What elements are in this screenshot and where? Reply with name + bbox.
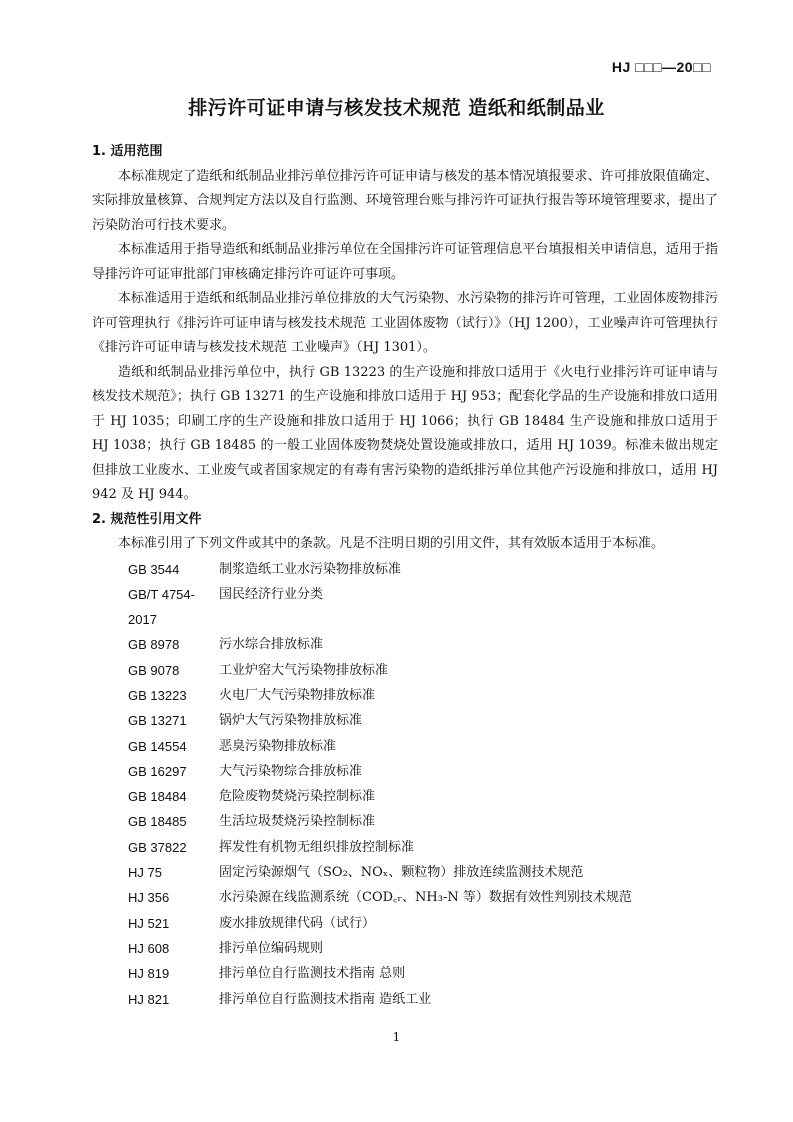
reference-item [92,860,718,885]
reference-item [92,582,718,633]
reference-title: 国民经济行业分类 [219,586,324,602]
scope-paragraph-1: 本标准规定了造纸和纸制品业排污单位排污许可证申请与核发的基本情况填报要求、许可排放限值确定、实际排放量核算、合规判定方法以及自行监测、环境管理台账与排污许可证执行报告等环境管理要求，提出了污染防治可行技术要求。 [92,168,718,233]
reference-title: 火电厂大气污染物排放标准 [219,687,376,703]
reference-item [92,557,718,582]
reference-title: 制浆造纸工业水污染物排放标准 [219,561,402,577]
reference-code: HJ 356 [128,890,170,906]
reference-item [92,936,718,961]
reference-item [92,734,718,759]
reference-code: HJ 608 [128,940,170,956]
reference-code: HJ 75 [128,865,162,881]
reference-item [92,759,718,784]
reference-code: GB 13223 [128,687,187,703]
references-intro: 本标准引用了下列文件或其中的条款。凡是不注明日期的引用文件，其有效版本适用于本标准。 [118,536,665,551]
reference-code: GB 18484 [128,789,187,805]
reference-code: HJ 521 [128,915,170,931]
section-2-heading: 2. 规范性引用文件 [92,511,202,527]
reference-item [92,885,718,910]
reference-code: HJ 821 [128,991,170,1007]
document-body [92,140,718,1012]
reference-code: GB 8978 [128,637,180,653]
scope-paragraph-4: 造纸和纸制品业排污单位中，执行 GB 13223 的生产设施和排放口适用于《火电行业排污许可证申请与核发技术规范》；执行 GB 13271 的生产设施和排放口适用于 HJ 953；配套化学品的生产设施和排放口适用于 HJ 1035；印刷工序的生产设施和排放口适用于 HJ 1066；执行 GB 18484 生产设施和排放口适用于 HJ 1038；执行 GB 18485 的一般工业固体废物焚烧处置设施或排放口，适用 HJ 1039。标准未做出规定但排放工业废水、工业废气或者国家规定的有毒有害污染物的造纸排污单位其他产污设施和排放口，适用 HJ 942 及 HJ 944。 [92,364,718,502]
reference-title: 污水综合排放标准 [219,637,324,653]
reference-item [92,987,718,1012]
scope-paragraph-3: 本标准适用于造纸和纸制品业排污单位排放的大气污染物、水污染物的排污许可管理，工业固体废物排污许可管理执行《排污许可证申请与核发技术规范 工业固体废物（试行）》（HJ 1200），工业噪声许可管理执行《排污许可证申请与核发技术规范 工业噪声》（HJ 1301）。 [92,291,718,355]
reference-item [92,809,718,834]
page-number: 1 [392,1030,401,1044]
reference-title: 挥发性有机物无组织排放控制标准 [219,839,415,855]
reference-code: GB/T 4754-2017 [128,586,195,628]
reference-title: 排污单位自行监测技术指南 总则 [219,966,406,982]
reference-code: GB 16297 [128,763,187,779]
reference-title: 工业炉窑大气污染物排放标准 [219,662,389,678]
reference-code: GB 13271 [128,713,187,729]
section-1-heading: 1. 适用范围 [92,144,163,159]
reference-item [92,632,718,657]
reference-title: 排污单位编码规则 [219,940,324,956]
reference-list [92,557,718,1012]
reference-title: 恶臭污染物排放标准 [219,738,337,754]
reference-item [92,784,718,809]
reference-code: GB 18485 [128,814,187,830]
reference-title: 生活垃圾焚烧污染控制标准 [219,814,376,830]
reference-title: 废水排放规律代码（试行） [219,915,376,931]
reference-item [92,683,718,708]
reference-title: 锅炉大气污染物排放标准 [219,713,363,729]
document-title: 排污许可证申请与核发技术规范 造纸和纸制品业 [188,97,605,119]
standard-number: HJ □□□—20□□ [611,59,711,75]
reference-item [92,658,718,683]
reference-title: 固定污染源烟气（SO₂、NOₓ、颗粒物）排放连续监测技术规范 [219,865,584,881]
reference-code: HJ 819 [128,966,170,982]
reference-code: GB 37822 [128,839,187,855]
reference-code: GB 14554 [128,738,187,754]
reference-item [92,961,718,986]
reference-title: 危险废物焚烧污染控制标准 [219,789,376,805]
reference-item [92,835,718,860]
scope-paragraph-2: 本标准适用于指导造纸和纸制品业排污单位在全国排污许可证管理信息平台填报相关申请信息，适用于指导排污许可证审批部门审核确定排污许可证许可事项。 [92,242,718,282]
reference-code: GB 9078 [128,662,180,678]
reference-title: 排污单位自行监测技术指南 造纸工业 [219,991,432,1007]
reference-item [92,911,718,936]
reference-title: 大气污染物综合排放标准 [219,763,363,779]
reference-title: 水污染源在线监测系统（COD꜀ᵣ、NH₃-N 等）数据有效性判别技术规范 [219,890,632,906]
reference-code: GB 3544 [128,561,180,577]
reference-item [92,708,718,733]
